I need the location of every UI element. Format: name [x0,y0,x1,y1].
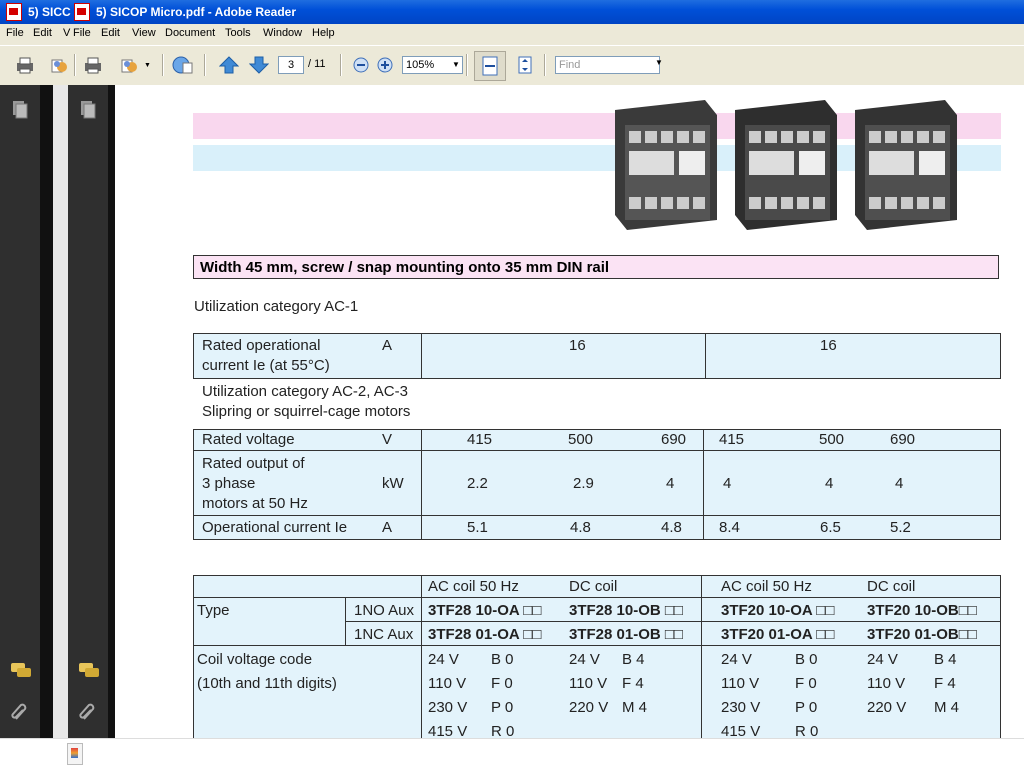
output-value: 4 [666,475,675,492]
output-value: 4 [723,475,732,492]
voltage-value: 500 [568,431,594,448]
type-code: 3TF20 01-OB□□ [867,626,977,643]
coil-header: AC coil 50 Hz [721,578,812,595]
coil-voltage: 110 V [721,675,760,692]
menu-edit-outer[interactable]: Edit [33,27,52,39]
panel-gap [53,85,68,738]
menu-document[interactable]: Document [165,27,216,39]
coil-code: P 0 [491,699,514,716]
coil-voltage: 415 V [721,723,761,738]
coil-header: AC coil 50 Hz [428,578,519,595]
navigation-panel-2 [68,85,108,738]
coil-code: B 0 [491,651,514,668]
type-code: 3TF28 10-OB □□ [569,602,683,619]
window-title: 5) SICOP Micro.pdf - Adobe Reader [96,5,297,19]
document-thumbnail-icon[interactable] [67,743,83,765]
coil-code: M 4 [934,699,960,716]
pages-icon[interactable] [78,99,98,119]
print-icon[interactable] [14,54,36,76]
coil-code: P 0 [795,699,818,716]
nc-aux-label: 1NC Aux [354,626,414,643]
coil-code: B 0 [795,651,818,668]
coil-voltage-sublabel: (10th and 11th digits) [197,675,337,692]
comments-icon[interactable] [10,661,30,681]
zoom-out-icon[interactable] [350,54,372,76]
current-value: 8.4 [719,519,740,536]
coil-voltage: 230 V [721,699,761,716]
pdf-icon [74,3,90,21]
voltage-value: 500 [819,431,845,448]
current-value: 5.1 [467,519,488,536]
coil-voltage: 220 V [569,699,609,716]
menu-file[interactable]: File [73,27,91,39]
current-value: 5.2 [890,519,911,536]
coil-code: R 0 [491,723,515,738]
voltage-value: 690 [890,431,916,448]
navigation-panel-1 [0,85,40,738]
ac23-title: Utilization category AC-2, AC-3 [202,383,408,400]
menu-edit[interactable]: Edit [101,27,120,39]
fit-page-icon[interactable] [514,54,536,76]
rated-output-label-3: motors at 50 Hz [202,495,308,512]
chevron-down-icon: ▼ [452,60,460,69]
section-heading: Width 45 mm, screw / snap mounting onto 35 mm DIN rail [193,255,999,279]
rated-output-label-1: Rated output of [202,455,305,472]
window-tab-2[interactable] [74,0,296,24]
ac1-label-line1: Rated operational [202,337,321,354]
coil-voltage: 24 V [721,651,752,668]
type-code: 3TF28 01-OB □□ [569,626,683,643]
coil-code: M 4 [622,699,648,716]
rated-output-unit: kW [382,475,404,492]
operational-current-label: Operational current Ie [202,519,348,536]
page-number-input[interactable]: 3 [278,56,304,74]
coil-code: F 4 [934,675,956,692]
menu-tools[interactable]: Tools [225,27,251,39]
coil-voltage: 110 V [867,675,906,692]
title-bar [0,0,1024,24]
output-value: 2.9 [573,475,594,492]
coil-voltage: 110 V [569,675,608,692]
rated-output-label-2: 3 phase [202,475,256,492]
organizer-icon[interactable] [48,54,70,76]
toolbar [0,45,1024,86]
operational-current-unit: A [382,519,393,536]
ac1-value-left: 16 [569,337,586,354]
coil-voltage: 24 V [428,651,459,668]
pdf-icon [6,3,22,21]
menu-help[interactable]: Help [312,27,335,39]
type-code: 3TF20 01-OA □□ [721,626,835,643]
coil-voltage: 24 V [867,651,898,668]
status-bar [0,738,1024,769]
coil-voltage: 230 V [428,699,468,716]
document-page [115,85,1024,738]
output-value: 4 [825,475,834,492]
current-value: 6.5 [820,519,841,536]
arrow-down-icon[interactable] [248,54,270,76]
coil-code: B 4 [934,651,957,668]
type-code: 3TF20 10-OB□□ [867,602,977,619]
menu-bar [0,24,1024,45]
menu-view-outer[interactable]: V [63,27,71,39]
current-value: 4.8 [570,519,591,536]
rated-voltage-label: Rated voltage [202,431,295,448]
type-code: 3TF20 10-OA □□ [721,602,835,619]
coil-code: F 0 [795,675,817,692]
panel-divider-2[interactable] [108,85,115,738]
review-icon[interactable] [172,54,194,76]
type-code: 3TF28 10-OA □□ [428,602,542,619]
coil-voltage: 415 V [428,723,468,738]
output-value: 4 [895,475,904,492]
coil-voltage: 24 V [569,651,600,668]
pages-icon[interactable] [10,99,30,119]
fit-width-button[interactable] [474,51,506,81]
coil-voltage-label: Coil voltage code [197,651,313,668]
share-icon[interactable] [118,54,140,76]
rated-voltage-unit: V [382,431,393,448]
window-tab-1[interactable] [6,0,71,24]
ac1-label-line2: current Ie (at 55°C) [202,357,330,374]
coil-voltage: 220 V [867,699,907,716]
zoom-in-icon[interactable] [374,54,396,76]
window-tab-1-title: 5) SICC [28,5,71,19]
page-total: / 11 [308,58,326,70]
ac1-value-right: 16 [820,337,837,354]
ac1-title: Utilization category AC-1 [194,298,359,315]
attachment-icon[interactable] [78,703,98,723]
coil-code: F 4 [622,675,644,692]
attachment-icon[interactable] [10,703,30,723]
coil-code: R 0 [795,723,819,738]
arrow-up-icon[interactable] [218,54,240,76]
zoom-select[interactable] [402,56,463,74]
fit-width-icon [475,52,505,80]
panel-divider[interactable] [40,85,53,738]
ac23-subtitle: Slipring or squirrel-cage motors [202,403,411,420]
voltage-value: 415 [719,431,745,448]
coil-header: DC coil [867,578,916,595]
coil-code: F 0 [491,675,513,692]
ac1-unit: A [382,337,393,354]
no-aux-label: 1NO Aux [354,602,415,619]
coil-header: DC coil [569,578,618,595]
coil-code: B 4 [622,651,645,668]
menu-view[interactable]: View [132,27,156,39]
current-value: 4.8 [661,519,682,536]
zoom-value: 105% [406,59,435,71]
find-input[interactable]: Find [555,56,660,74]
type-label: Type [197,602,230,619]
type-code: 3TF28 01-OA □□ [428,626,542,643]
coil-voltage: 110 V [428,675,467,692]
menu-window[interactable]: Window [263,27,303,39]
chevron-down-icon[interactable]: ▼ [144,62,151,69]
voltage-value: 690 [661,431,687,448]
menu-file-outer[interactable]: File [6,27,24,39]
print-icon-2[interactable] [82,54,104,76]
chevron-down-icon[interactable]: ▼ [655,58,663,67]
contactor-product-photo [605,85,995,233]
comments-icon[interactable] [78,661,98,681]
voltage-value: 415 [467,431,493,448]
output-value: 2.2 [467,475,488,492]
